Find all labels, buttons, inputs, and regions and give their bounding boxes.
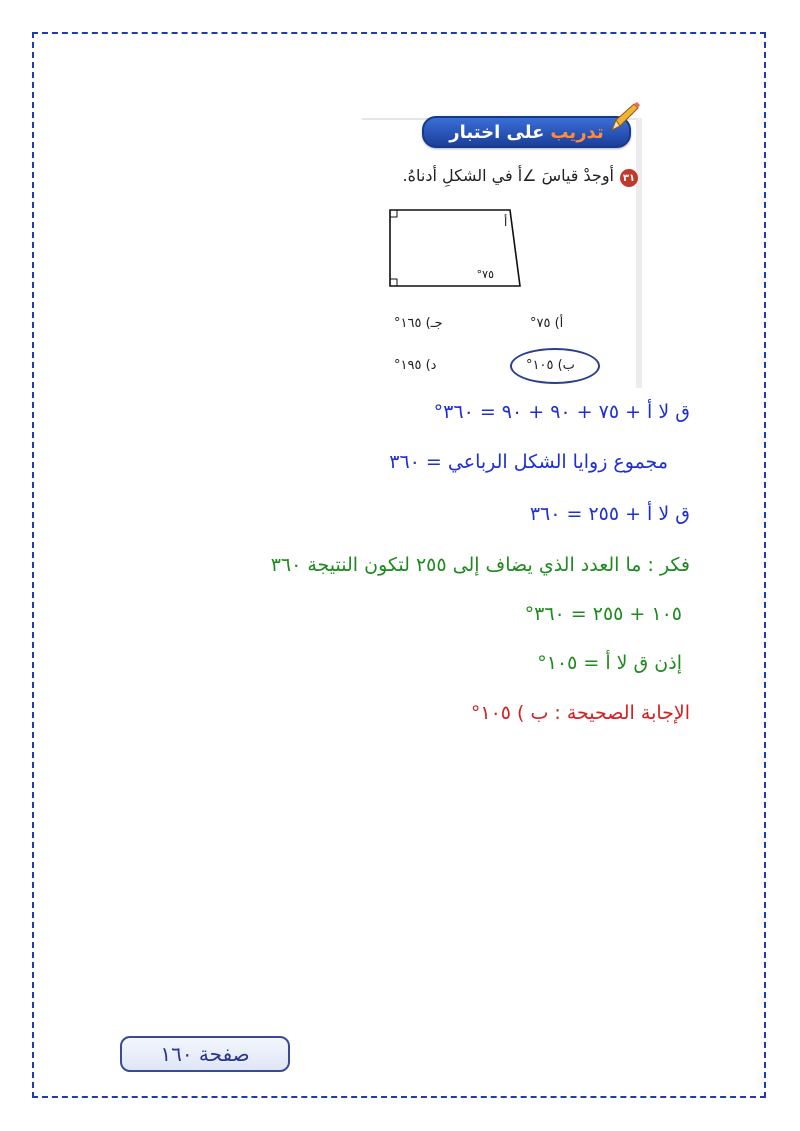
- option-a[interactable]: أ) ٧٥°: [530, 316, 564, 331]
- practice-banner: [422, 116, 631, 148]
- page-number-badge: صفحة ١٦٠: [120, 1036, 290, 1072]
- problem-number-badge: ٣١: [620, 169, 638, 187]
- pencil-icon: [606, 100, 642, 136]
- selected-answer-circle: [510, 348, 600, 384]
- solution-line-equation: ق لا أ + ٧٥ + ٩٠ + ٩٠ = ٣٦٠°: [433, 401, 690, 423]
- solution-line-result: إذن ق لا أ = ١٠٥°: [537, 652, 682, 674]
- solution-line-think: فكر : ما العدد الذي يضاف إلى ٢٥٥ لتكون النتيجة ٣٦٠: [270, 554, 690, 576]
- angle-label: ٧٥°: [476, 268, 494, 281]
- vertex-label: أ: [504, 215, 508, 229]
- option-b[interactable]: ب) ١٠٥°: [526, 358, 575, 373]
- banner-text: على اختبار: [449, 121, 545, 143]
- solution-line-check: ١٠٥ + ٢٥٥ = ٣٦٠°: [524, 603, 682, 625]
- banner-text-accent: تدريب: [550, 121, 604, 143]
- solution-line-sum: مجموع زوايا الشكل الرباعي = ٣٦٠: [389, 451, 668, 473]
- solution-line-answer: الإجابة الصحيحة : ب ) ١٠٥°: [470, 702, 690, 724]
- card-side-bar: [636, 118, 642, 388]
- trapezoid-figure: [382, 208, 522, 288]
- question-text: أوجدْ قياسَ ∠أ في الشكلِ أدناهُ.: [402, 166, 614, 185]
- option-c[interactable]: جـ) ١٦٥°: [394, 316, 443, 331]
- solution-line-simplified: ق لا أ + ٢٥٥ = ٣٦٠: [529, 503, 690, 525]
- option-d[interactable]: د) ١٩٥°: [394, 358, 437, 373]
- problem-card: [362, 100, 642, 388]
